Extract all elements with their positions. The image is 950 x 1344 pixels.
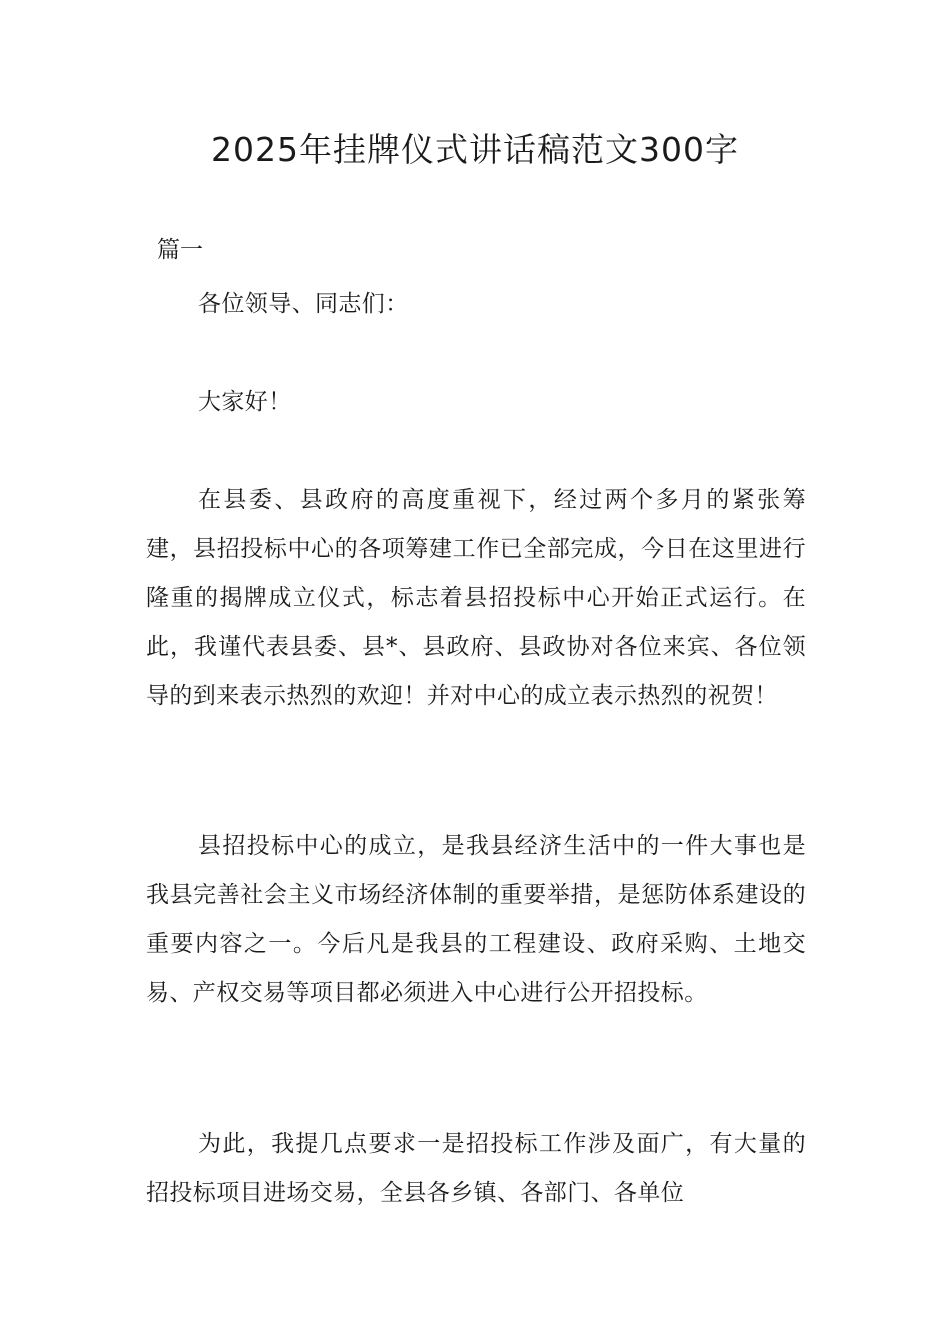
document-title: 2025年挂牌仪式讲话稿范文300字 xyxy=(211,130,739,169)
body-paragraph-2: 县招投标中心的成立，是我县经济生活中的一件大事也是我县完善社会主义市场经济体制的重要举措，是惩防体系建设的重要内容之一。今后凡是我县的工程建设、政府采购、土地交易、产权交易等项目都必须进入中心进行公开招投标。 xyxy=(146,833,806,1006)
hello-paragraph: 大家好！ xyxy=(198,389,292,415)
section-label: 篇一 xyxy=(157,237,203,263)
body-paragraph-3: 为此，我提几点要求一是招投标工作涉及面广，有大量的招投标项目进场交易，全县各乡镇、各部门、各单位 xyxy=(146,1131,806,1206)
greeting-paragraph: 各位领导、同志们： xyxy=(198,291,409,317)
body-paragraph-1: 在县委、县政府的高度重视下，经过两个多月的紧张筹建，县招投标中心的各项筹建工作已全部完成，今日在这里进行隆重的揭牌成立仪式，标志着县招投标中心开始正式运行。在此，我谨代表县委、县*、县政府、县政协对各位来宾、各位领导的到来表示热烈的欢迎！并对中心的成立表示热烈的祝贺！ xyxy=(146,487,806,709)
